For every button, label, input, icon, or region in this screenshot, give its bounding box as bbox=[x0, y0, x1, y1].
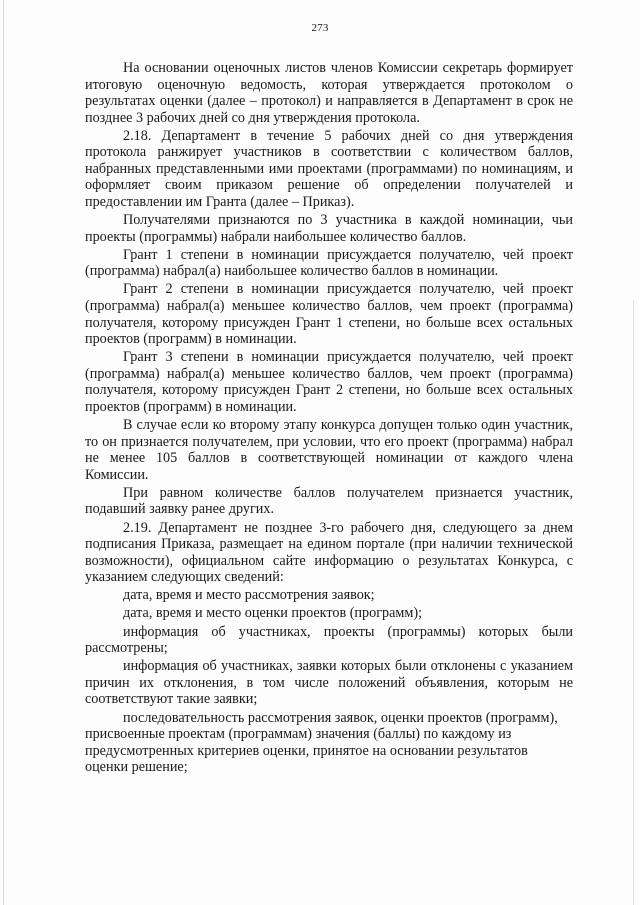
list-item-review-date: дата, время и место рассмотрения заявок; bbox=[123, 587, 375, 604]
scan-edge-left bbox=[3, 0, 4, 905]
list-item-participants-reviewed: информация об участниках, проекты (программы) которых были рассмотрены; bbox=[85, 623, 573, 657]
paragraph-2-19: 2.19. Департамент не позднее 3-го рабочего дня, следующего за днем подписания Приказа, размещает на едином портале (при наличии технической возможности), официальном сайте информацию о результатах Конкурса, с указанием следующих сведений: bbox=[85, 519, 573, 586]
paragraph-recipients: Получателями признаются по 3 участника в каждой номинации, чьи проекты (программы) набрали наибольшее количество баллов. bbox=[85, 212, 573, 245]
paragraph-protocol: На основании оценочных листов членов Комиссии секретарь формирует итоговую оценочную ведомость, которая утверждается протоколом о результатах оценки (далее – протокол) и направляется в Департамент в срок не позднее 3 рабочих дней со дня утверждения протокола. bbox=[85, 60, 573, 126]
paragraph-grant-3: Грант 3 степени в номинации присуждается получателю, чей проект (программа) набрал(а) меньшее количество баллов, чем проект (программа) получателя, которому присужден Грант 2 степени, но больше всех остальных проектов (программ) в номинации. bbox=[85, 349, 573, 415]
paragraph-grant-1: Грант 1 степени в номинации присуждается получателю, чей проект (программа) набрал(а) наибольшее количество баллов в номинации. bbox=[85, 246, 573, 280]
paragraph-equal-score: При равном количестве баллов получателем признается участник, подавший заявку ранее других. bbox=[85, 484, 573, 518]
list-item-participants-rejected: информация об участниках, заявки которых были отклонены с указанием причин их отклонения, в том числе положений объявления, которым не соответствуют такие заявки; bbox=[85, 658, 573, 708]
document-body bbox=[85, 60, 573, 777]
paragraph-single-participant: В случае если ко второму этапу конкурса допущен только один участник, то он признается получателем, при условии, что его проект (программа) набрал не менее 105 баллов в соответствующей номинации от каждого члена Комиссии. bbox=[85, 417, 573, 483]
scan-edge-right bbox=[633, 300, 634, 905]
page-number: 273 bbox=[311, 22, 329, 34]
paragraph-2-18: 2.18. Департамент в течение 5 рабочих дней со дня утверждения протокола ранжирует участников в соответствии с количеством баллов, набранных представленными ими проектами (программами) по номинациям, и оформляет своим приказом решение об определении получателей и предоставлении им Гранта (далее – Приказ). bbox=[85, 127, 573, 210]
list-item-evaluation-sequence: последовательность рассмотрения заявок, оценки проектов (программ), присвоенные проектам (программам) значения (баллы) по каждому из предусмотренных критериев оценки, принятое на основании результатов оценки решение; bbox=[85, 709, 558, 776]
list-item-evaluation-date: дата, время и место оценки проектов (программ); bbox=[123, 605, 423, 622]
paragraph-grant-2: Грант 2 степени в номинации присуждается получателю, чей проект (программа) набрал(а) меньшее количество баллов, чем проект (программа) получателя, которому присужден Грант 1 степени, но больше всех остальных проектов (программ) в номинации. bbox=[85, 281, 573, 348]
